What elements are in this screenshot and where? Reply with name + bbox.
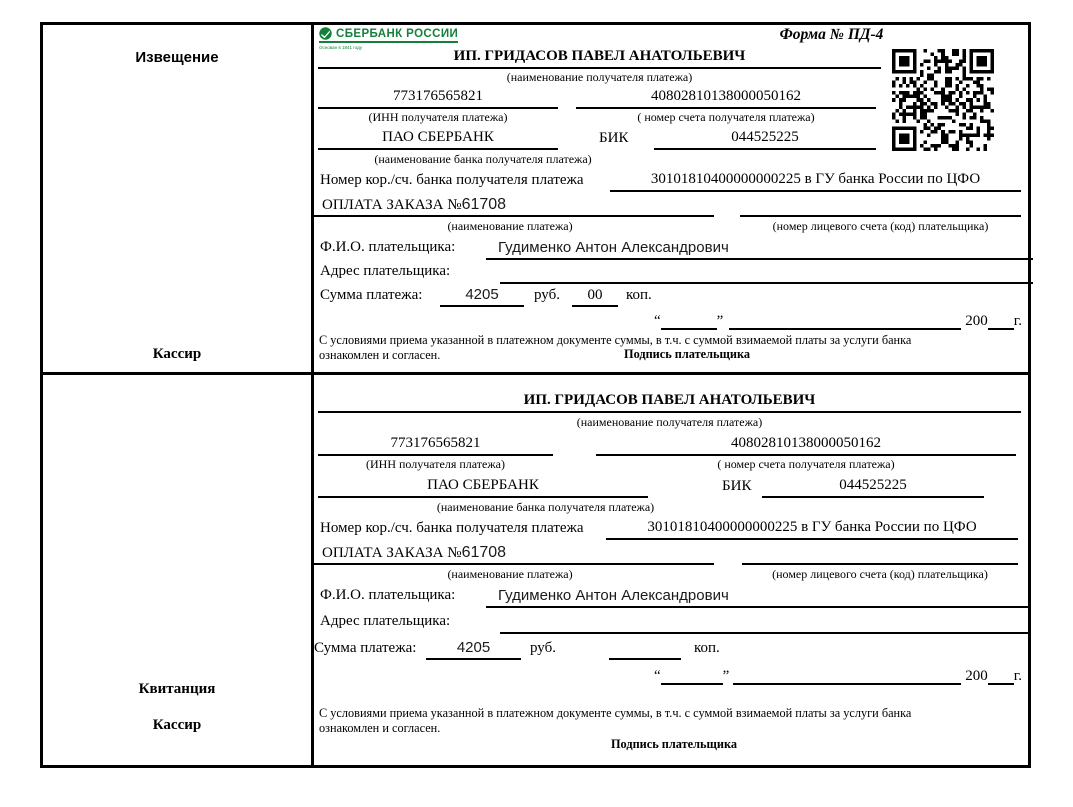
bik-label: БИК — [599, 130, 629, 146]
recipient-name-value: ИП. ГРИДАСОВ ПАВЕЛ АНАТОЛЬЕВИЧ — [318, 390, 1021, 413]
bank-caption: (наименование банка получателя платежа) — [436, 500, 655, 514]
date-day-line — [661, 665, 723, 685]
receipt-body — [314, 375, 1028, 765]
payment-name-caption: (наименование платежа) — [447, 219, 573, 233]
amount-label: Сумма платежа: — [314, 640, 417, 656]
personal-account-line — [740, 194, 1021, 217]
amount-rub-value: 4205 — [440, 285, 524, 307]
amount-kop-value: 00 — [572, 285, 618, 307]
corr-account-value: 30101810400000000225 в ГУ банка России по ЦФО — [606, 517, 1018, 540]
corr-account-label: Номер кор./сч. банка получателя платежа — [320, 172, 584, 188]
pd4-form — [40, 22, 1031, 768]
kop-label: коп. — [694, 640, 720, 656]
payer-address-label: Адрес плательщика: — [320, 263, 451, 279]
form-number: Форма № ПД-4 — [779, 26, 884, 43]
payer-name-label: Ф.И.О. плательщика: — [320, 587, 456, 603]
payment-name-value: ОПЛАТА ЗАКАЗА № — [322, 197, 462, 213]
date-year-prefix: 200 — [965, 668, 988, 684]
account-caption: ( номер счета получателя платежа) — [637, 110, 815, 124]
notice-stub — [43, 25, 314, 372]
bank-caption: (наименование банка получателя платежа) — [374, 152, 592, 166]
amount-rub-value: 4205 — [426, 638, 521, 660]
payer-name-label: Ф.И.О. плательщика: — [320, 239, 456, 255]
payer-address-value — [500, 611, 1030, 634]
signature-label: Подпись плательщика — [610, 737, 737, 751]
receipt-cashier-label: Кассир — [152, 717, 202, 733]
recipient-caption: (наименование получателя платежа) — [506, 70, 693, 84]
agreement-line1: С условиями приема указанной в платежном документе суммы, в т.ч. с суммой взимаемой платы за услуги банка — [319, 333, 912, 347]
inn-value: 773176565821 — [318, 86, 558, 109]
recipient-caption: (наименование получателя платежа) — [576, 415, 763, 429]
receipt-stub-title: Квитанция — [138, 681, 216, 697]
date-year-suffix: г. — [1013, 313, 1022, 329]
account-number-value: 40802810138000050162 — [596, 433, 1016, 456]
bik-value: 044525225 — [762, 475, 984, 498]
date-year-line — [988, 665, 1014, 685]
payer-name-value: Гудименко Антон Александрович — [486, 237, 1033, 260]
bank-name-value: ПАО СБЕРБАНК — [318, 127, 558, 150]
date-year-prefix: 200 — [965, 313, 988, 329]
bik-label: БИК — [722, 478, 752, 494]
sberbank-logo-icon — [319, 27, 332, 40]
agreement-line1: С условиями приема указанной в платежном документе суммы, в т.ч. с суммой взимаемой платы за услуги банка — [319, 706, 912, 720]
date-year-line — [988, 310, 1014, 330]
rub-label: руб. — [530, 640, 556, 656]
notice-cashier-label: Кассир — [152, 346, 202, 362]
payment-name-field — [314, 194, 714, 217]
payment-name-caption: (наименование платежа) — [447, 567, 573, 581]
amount-label: Сумма платежа: — [320, 287, 423, 303]
receipt-stub — [43, 375, 314, 765]
corr-account-label: Номер кор./сч. банка получателя платежа — [320, 520, 584, 536]
date-day-line — [661, 310, 717, 330]
bank-logo-title: СБЕРБАНК РОССИИ — [336, 27, 459, 40]
corr-account-value: 30101810400000000225 в ГУ банка России по ЦФО — [610, 169, 1021, 192]
notice-stub-title: Извещение — [135, 49, 219, 66]
date-year-suffix: г. — [1013, 668, 1022, 684]
date-row — [654, 665, 1022, 685]
notice-body — [314, 25, 1028, 372]
section-notice — [43, 25, 1028, 375]
rub-label: руб. — [534, 287, 560, 303]
amount-kop-value — [609, 638, 681, 660]
bank-name-value: ПАО СБЕРБАНК — [318, 475, 648, 498]
section-receipt — [43, 375, 1028, 765]
personal-account-caption: (номер лицевого счета (код) плательщика) — [772, 567, 988, 581]
date-quote-close: ” — [716, 313, 724, 329]
inn-caption: (ИНН получателя платежа) — [366, 457, 505, 471]
signature-label: Подпись плательщика — [624, 347, 751, 361]
personal-account-caption: (номер лицевого счета (код) плательщика) — [772, 219, 989, 233]
payer-address-value — [500, 261, 1033, 284]
kop-label: коп. — [626, 287, 652, 303]
payer-address-label: Адрес плательщика: — [320, 613, 451, 629]
date-month-line — [733, 665, 961, 685]
payment-name-field — [314, 542, 714, 565]
payer-name-value: Гудименко Антон Александрович — [486, 585, 1030, 608]
personal-account-line — [742, 542, 1018, 565]
qr-code — [892, 49, 994, 151]
date-month-line — [729, 310, 961, 330]
agreement-line2: ознакомлен и согласен. — [319, 721, 441, 735]
payment-name-value: ОПЛАТА ЗАКАЗА № — [322, 545, 462, 561]
order-number-value: 61708 — [461, 196, 507, 213]
date-row — [654, 310, 1022, 330]
date-quote-close: ” — [722, 668, 730, 684]
date-quote-open: “ — [654, 313, 661, 329]
inn-value: 773176565821 — [318, 433, 553, 456]
bik-value: 044525225 — [654, 127, 876, 150]
inn-caption: (ИНН получателя платежа) — [368, 110, 508, 124]
recipient-name-value: ИП. ГРИДАСОВ ПАВЕЛ АНАТОЛЬЕВИЧ — [318, 46, 881, 69]
bank-logo-subtitle: Основан в 1841 году — [319, 45, 363, 50]
order-number-value: 61708 — [461, 544, 507, 561]
account-caption: ( номер счета получателя платежа) — [717, 457, 895, 471]
date-quote-open: “ — [654, 668, 661, 684]
account-number-value: 40802810138000050162 — [576, 86, 876, 109]
agreement-line2: ознакомлен и согласен. — [319, 348, 441, 362]
